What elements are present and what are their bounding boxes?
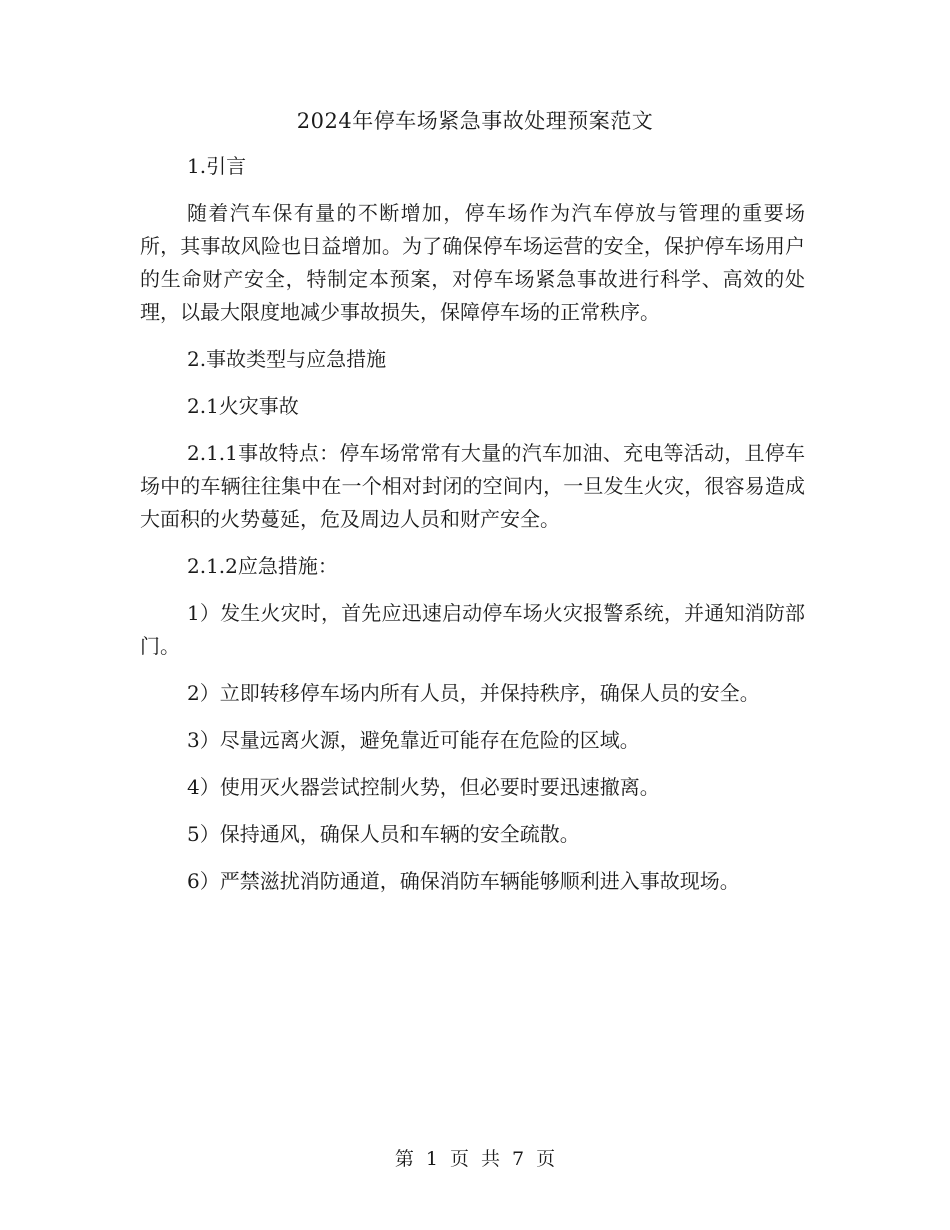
accident-types-heading: 2.事故类型与应急措施	[187, 347, 387, 371]
fire-accident-heading: 2.1火灾事故	[187, 394, 299, 418]
fire-measures-heading: 2.1.2应急措施：	[187, 554, 338, 578]
measure-item: 4）使用灭火器尝试控制火势，但必要时要迅速撤离。	[187, 775, 660, 799]
measure-item: 3）尽量远离火源，避免靠近可能存在危险的区域。	[187, 728, 640, 752]
document-title: 2024年停车场紧急事故处理预案范文	[296, 109, 654, 133]
measure-item: 6）严禁滋扰消防通道，确保消防车辆能够顺利进入事故现场。	[187, 869, 740, 893]
intro-paragraph: 随着汽车保有量的不断增加，停车场作为汽车停放与管理的重要场所，其事故风险也日益增加。为了确保停车场运营的安全，保护停车场用户的生命财产安全，特制定本预案，对停车场紧急事故进行科学、高效的处理，以最大限度地减少事故损失，保障停车场的正常秩序。	[140, 201, 805, 324]
measure-item: 2）立即转移停车场内所有人员，并保持秩序，确保人员的安全。	[187, 681, 760, 705]
measure-item: 5）保持通风，确保人员和车辆的安全疏散。	[187, 822, 580, 846]
page-footer: 第 1 页 共 7 页	[394, 1148, 556, 1170]
fire-features-paragraph: 2.1.1事故特点：停车场常常有大量的汽车加油、充电等活动，且停车场中的车辆往往集中在一个相对封闭的空间内，一旦发生火灾，很容易造成大面积的火势蔓延，危及周边人员和财产安全。	[140, 441, 805, 531]
intro-heading: 1.引言	[187, 154, 247, 178]
measure-item: 1）发生火灾时，首先应迅速启动停车场火灾报警系统，并通知消防部门。	[140, 601, 805, 658]
document-body	[140, 150, 805, 912]
